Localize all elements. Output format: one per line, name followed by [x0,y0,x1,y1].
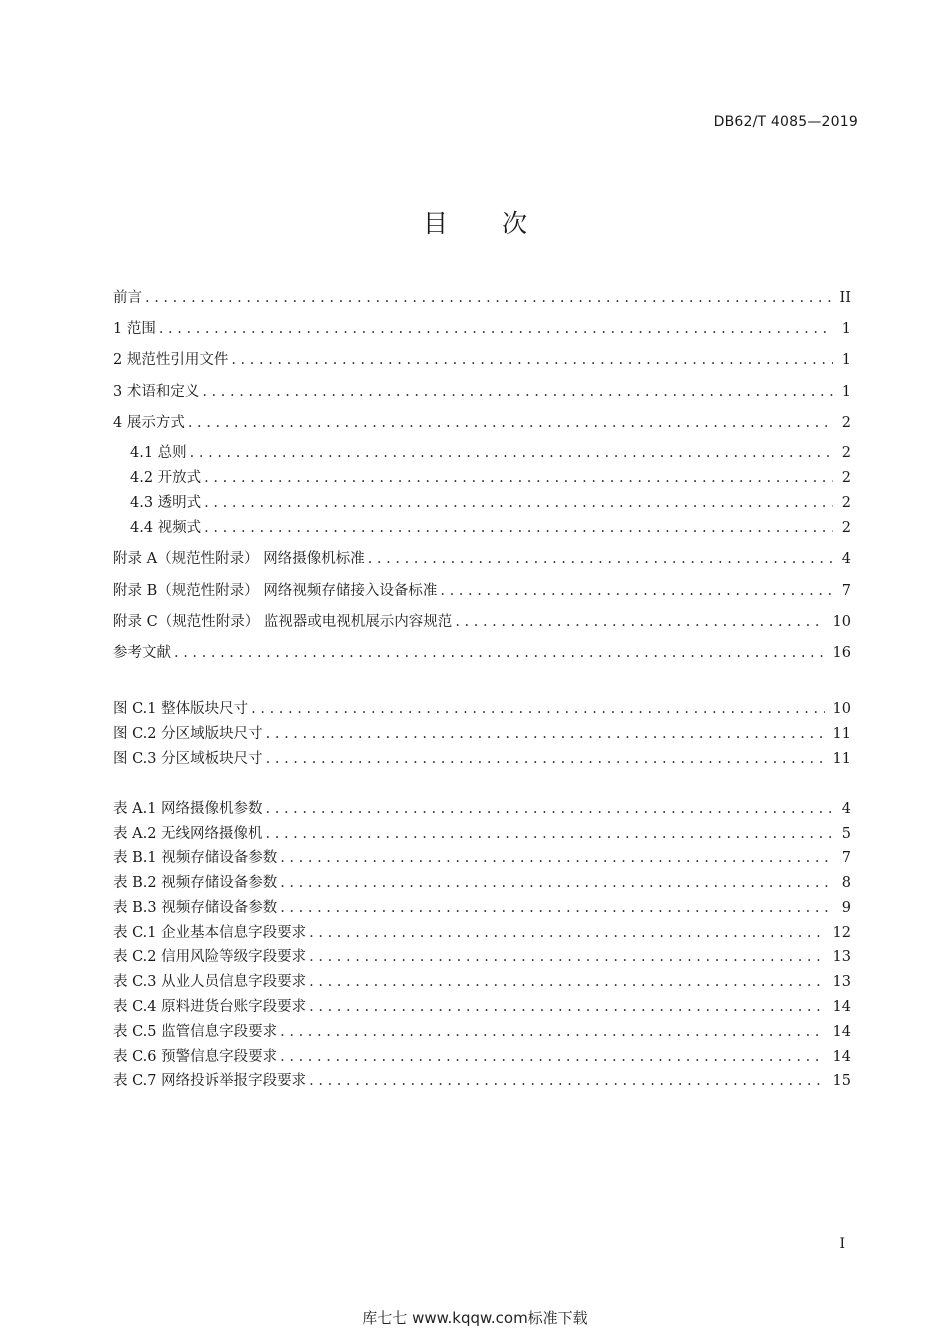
toc-page: 1 [841,321,851,337]
toc-leader [280,1046,824,1068]
toc-label: 表 C.2 信用风险等级字段要求 [113,949,307,965]
toc-leader [280,897,833,919]
page-title: 目次 [422,209,581,238]
toc-page: 2 [841,415,851,431]
toc-page: 2 [841,520,851,536]
toc-entry-appendix-b[interactable] [113,580,851,602]
toc-page: II [839,290,851,306]
toc-page: 4 [841,801,851,817]
toc-leader [145,287,832,309]
table-of-contents [113,0,851,1344]
toc-leader [280,847,833,869]
toc-leader [309,922,824,944]
toc-entry-table[interactable] [113,922,851,944]
toc-page: 1 [841,384,851,400]
toc-entry-table[interactable] [113,823,851,845]
toc-leader [440,580,833,602]
toc-leader [309,971,824,993]
toc-label: 表 C.6 预警信息字段要求 [113,1049,278,1065]
toc-label: 表 B.2 视频存储设备参数 [113,875,278,891]
toc-label: 表 C.5 监管信息字段要求 [113,1024,278,1040]
toc-entry-table[interactable] [113,847,851,869]
toc-entry-foreword[interactable] [113,287,851,309]
toc-page: 13 [832,974,851,990]
toc-page: 15 [832,1073,851,1089]
toc-entry-scope[interactable] [113,318,851,340]
toc-label: 4.2 开放式 [130,470,202,486]
toc-entry-table[interactable] [113,1046,851,1068]
toc-page: 1 [841,352,851,368]
toc-page: 2 [841,470,851,486]
toc-leader [266,748,825,770]
toc-label: 前言 [113,290,142,306]
toc-leader [309,946,824,968]
toc-page: 11 [832,751,851,767]
toc-leader [159,318,833,340]
toc-label: 表 A.2 无线网络摄像机 [113,826,263,842]
toc-leader [309,996,824,1018]
toc-label: 附录 B（规范性附录） 网络视频存储接入设备标准 [113,583,438,599]
page-number: I [839,1236,845,1252]
toc-entry-video[interactable] [130,517,851,539]
toc-page: 10 [832,614,851,630]
toc-leader [190,442,833,464]
toc-leader [280,1021,824,1043]
toc-entry-appendix-a[interactable] [113,548,851,570]
toc-page: 14 [832,1024,851,1040]
footer-watermark: 库七七 www.kqqw.com标准下载 [362,1309,588,1327]
toc-label: 4.3 透明式 [130,495,202,511]
toc-page: 9 [841,900,851,916]
toc-page: 11 [832,726,851,742]
toc-leader [368,548,833,570]
toc-entry-table[interactable] [113,1070,851,1092]
toc-leader [266,723,825,745]
toc-label: 表 C.3 从业人员信息字段要求 [113,974,307,990]
toc-entry-figure[interactable] [113,723,851,745]
toc-leader [280,872,833,894]
toc-label: 图 C.2 分区域版块尺寸 [113,726,263,742]
toc-page: 12 [832,925,851,941]
toc-label: 表 C.1 企业基本信息字段要求 [113,925,307,941]
toc-page: 7 [841,583,851,599]
toc-label: 2 规范性引用文件 [113,352,229,368]
toc-leader [202,381,833,403]
toc-page: 4 [841,551,851,567]
toc-label: 图 C.1 整体版块尺寸 [113,701,249,717]
toc-entry-figure[interactable] [113,748,851,770]
toc-page: 7 [841,850,851,866]
toc-page: 10 [832,701,851,717]
toc-page: 2 [841,445,851,461]
toc-entry-display-modes[interactable] [113,412,851,434]
toc-page: 14 [832,1049,851,1065]
toc-leader [231,349,833,371]
toc-label: 参考文献 [113,645,171,661]
toc-label: 表 C.7 网络投诉举报字段要求 [113,1073,307,1089]
toc-entry-bibliography[interactable] [113,642,851,664]
toc-label: 4.1 总则 [130,445,187,461]
toc-entry-table[interactable] [113,798,851,820]
toc-leader [204,467,833,489]
toc-entry-table[interactable] [113,897,851,919]
toc-leader [309,1070,824,1092]
toc-page: 16 [832,645,851,661]
toc-entry-general[interactable] [130,442,851,464]
toc-label: 表 A.1 网络摄像机参数 [113,801,263,817]
toc-entry-transparent[interactable] [130,492,851,514]
toc-entry-table[interactable] [113,1021,851,1043]
toc-leader [455,611,824,633]
toc-leader [204,492,833,514]
toc-page: 8 [841,875,851,891]
toc-leader [266,823,833,845]
toc-label: 图 C.3 分区域板块尺寸 [113,751,263,767]
toc-page: 13 [832,949,851,965]
toc-page: 2 [841,495,851,511]
toc-leader [174,642,825,664]
toc-page: 14 [832,999,851,1015]
toc-entry-open[interactable] [130,467,851,489]
toc-label: 表 B.1 视频存储设备参数 [113,850,278,866]
toc-entry-figure[interactable] [113,698,851,720]
toc-label: 4 展示方式 [113,415,185,431]
toc-leader [204,517,833,539]
toc-entry-terms[interactable] [113,381,851,403]
toc-leader [266,798,833,820]
toc-label: 表 C.4 原料进货台账字段要求 [113,999,307,1015]
toc-leader [251,698,824,720]
toc-label: 附录 C（规范性附录） 监视器或电视机展示内容规范 [113,614,453,630]
toc-entry-appendix-c[interactable] [113,611,851,633]
toc-entry-table[interactable] [113,946,851,968]
toc-page: 5 [841,826,851,842]
toc-label: 3 术语和定义 [113,384,200,400]
toc-label: 表 B.3 视频存储设备参数 [113,900,278,916]
toc-entry-table[interactable] [113,971,851,993]
toc-label: 附录 A（规范性附录） 网络摄像机标准 [113,551,365,567]
toc-label: 4.4 视频式 [130,520,202,536]
toc-entry-table[interactable] [113,872,851,894]
toc-entry-table[interactable] [113,996,851,1018]
toc-leader [188,412,833,434]
standard-code: DB62/T 4085—2019 [713,114,858,130]
toc-entry-references[interactable] [113,349,851,371]
toc-label: 1 范围 [113,321,156,337]
